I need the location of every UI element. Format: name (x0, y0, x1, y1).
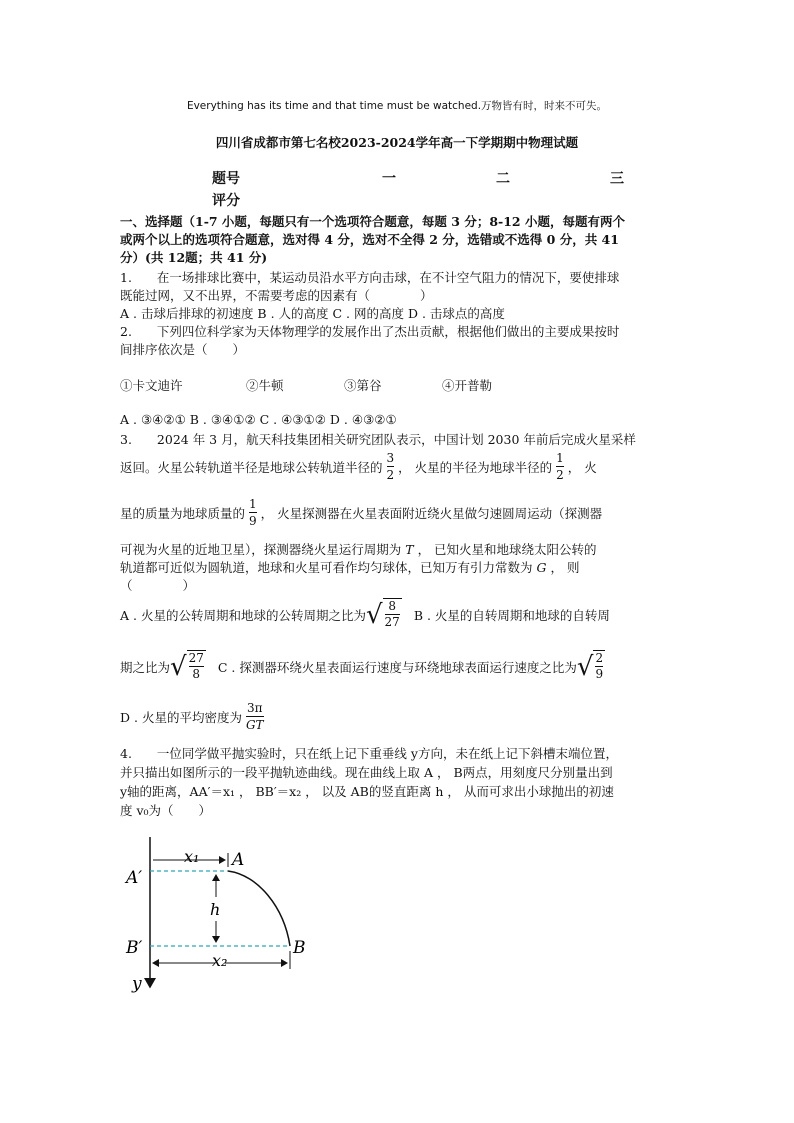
trajectory-curve (228, 871, 290, 946)
q2-line-2: 间排序依次是（ ） (120, 342, 246, 357)
q3-line-1: 3. 2024 年 3 月，航天科技集团相关研究团队表示，中国计划 2030 年前后完成火星采样 (120, 432, 636, 447)
q1-line-1: 1. 在一场排球比赛中，某运动员沿水平方向击球，在不计空气阻力的情况下，要使排球 (120, 270, 620, 285)
q3-answer-blank: （ ） (120, 578, 196, 593)
q3-line-5: 轨道都可近似为圆轨道，地球和火星可看作均匀球体，已知万有引力常数为 G ， 则 (120, 560, 580, 575)
label-h: h (210, 900, 221, 919)
q2-item-3: ③第谷 (344, 378, 382, 393)
q3-line-3 (120, 496, 602, 529)
fraction-1-2: $\frac{1}{2}$ (556, 451, 564, 482)
label-y: y (132, 974, 142, 994)
motto: Everything has its time and that time must be watched.万物皆有时，时来不可失。 (186, 100, 608, 112)
label-b-prime: B′ (126, 938, 143, 958)
q3-text-b: ， 火星的半径为地球半径的 (398, 459, 553, 475)
label-x2: x₂ (212, 951, 228, 970)
q2-item-1: ①卡文迪许 (120, 378, 183, 393)
q4-line-4: 度 v₀为（ ） (120, 803, 212, 818)
fraction-1-9: $\frac{1}{9}$ (249, 497, 257, 528)
section-heading-line-3: 分）(共 12题；共 41 分) (120, 250, 268, 265)
radical-27-8: √ 27 8 (170, 651, 204, 682)
q2-item-2: ②牛顿 (246, 378, 284, 393)
label-a: A (232, 850, 245, 870)
q4-line-3: y轴的距离，AA′＝x₁ ， BB′＝x₂ ， 以及 AB的竖直距离 h ， 从而可求出小球抛出的初速 (120, 784, 614, 799)
label-x1: x₁ (184, 847, 200, 866)
section-heading-line-1: 一、选择题（1-7 小题，每题只有一个选项符合题意，每题 3 分；8-12 小题，每题有两个 (120, 214, 625, 229)
fraction-3pi-GT: $\frac{3\pi}{GT}$ (245, 701, 264, 732)
score-table-col-header: 题号 (212, 171, 240, 187)
page-title: 四川省成都市第七名校2023-2024学年高一下学期期中物理试题 (215, 135, 579, 150)
q3-text-e: ， 火星探测器在火星表面附近绕火星做匀速圆周运动（探测器 (260, 505, 603, 521)
q3-text-d: 星的质量为地球质量的 (120, 505, 246, 521)
q3-line-4: 可视为火星的近地卫星），探测器绕火星运行周期为 T ， 已知火星和地球绕太阳公转的 (120, 542, 597, 557)
q3-text-a: 返回。火星公转轨道半径是地球公转轨道半径的 (120, 459, 383, 475)
q4-line-2: 并只描出如图所示的一段平抛轨迹曲线。现在曲线上取 A ， B两点，用刻度尺分别量出到 (120, 765, 613, 780)
radical-2-9: √ 2 9 (576, 651, 604, 682)
q3-text-c: ， 火 (567, 459, 597, 475)
score-table-col-1: 一 (382, 171, 396, 187)
label-b: B (293, 938, 306, 958)
section-heading-line-2: 或两个以上的选项符合题意，选对得 4 分，选对不全得 2 分，选错或不选得 0 分，共 41 (120, 232, 619, 247)
q3-option-a: A . 火星的公转周期和地球的公转周期之比为 √ 8 27 B . 火星的自转周期和地球的自转周 (120, 599, 610, 630)
q3-option-b-c: 期之比为 √ 27 8 C . 探测器环绕火星表面运行速度与环绕地球表面运行速度之比为 √ 2 9 (120, 651, 604, 682)
radical-8-27: √ 8 27 (365, 599, 400, 630)
score-table-row-header: 评分 (212, 193, 240, 209)
q3-option-d: D . 火星的平均密度为 $\frac{3\pi}{GT}$ (120, 701, 264, 732)
q1-line-2: 既能过网，又不出界，不需要考虑的因素有（ ） (120, 288, 433, 303)
q1-options: A . 击球后排球的初速度 B . 人的高度 C . 网的高度 D . 击球点的高度 (120, 306, 505, 321)
q2-line-1: 2. 下列四位科学家为天体物理学的发展作出了杰出贡献，根据他们做出的主要成果按时 (120, 324, 620, 339)
q2-options: A . ③④②① B . ③④①② C . ④③①② D . ④③②① (120, 412, 397, 427)
score-table-col-2: 二 (496, 171, 510, 187)
q4-line-1: 4. 一位同学做平抛实验时，只在纸上记下重垂线 y方向，未在纸上记下斜槽末端位置， (120, 746, 618, 761)
label-a-prime: A′ (126, 868, 143, 888)
q2-item-4: ④开普勒 (442, 378, 493, 393)
projectile-figure (118, 835, 318, 995)
fraction-3-2: $\frac{3}{2}$ (386, 451, 395, 482)
q3-line-2 (120, 450, 597, 483)
score-table-col-3: 三 (610, 171, 624, 187)
